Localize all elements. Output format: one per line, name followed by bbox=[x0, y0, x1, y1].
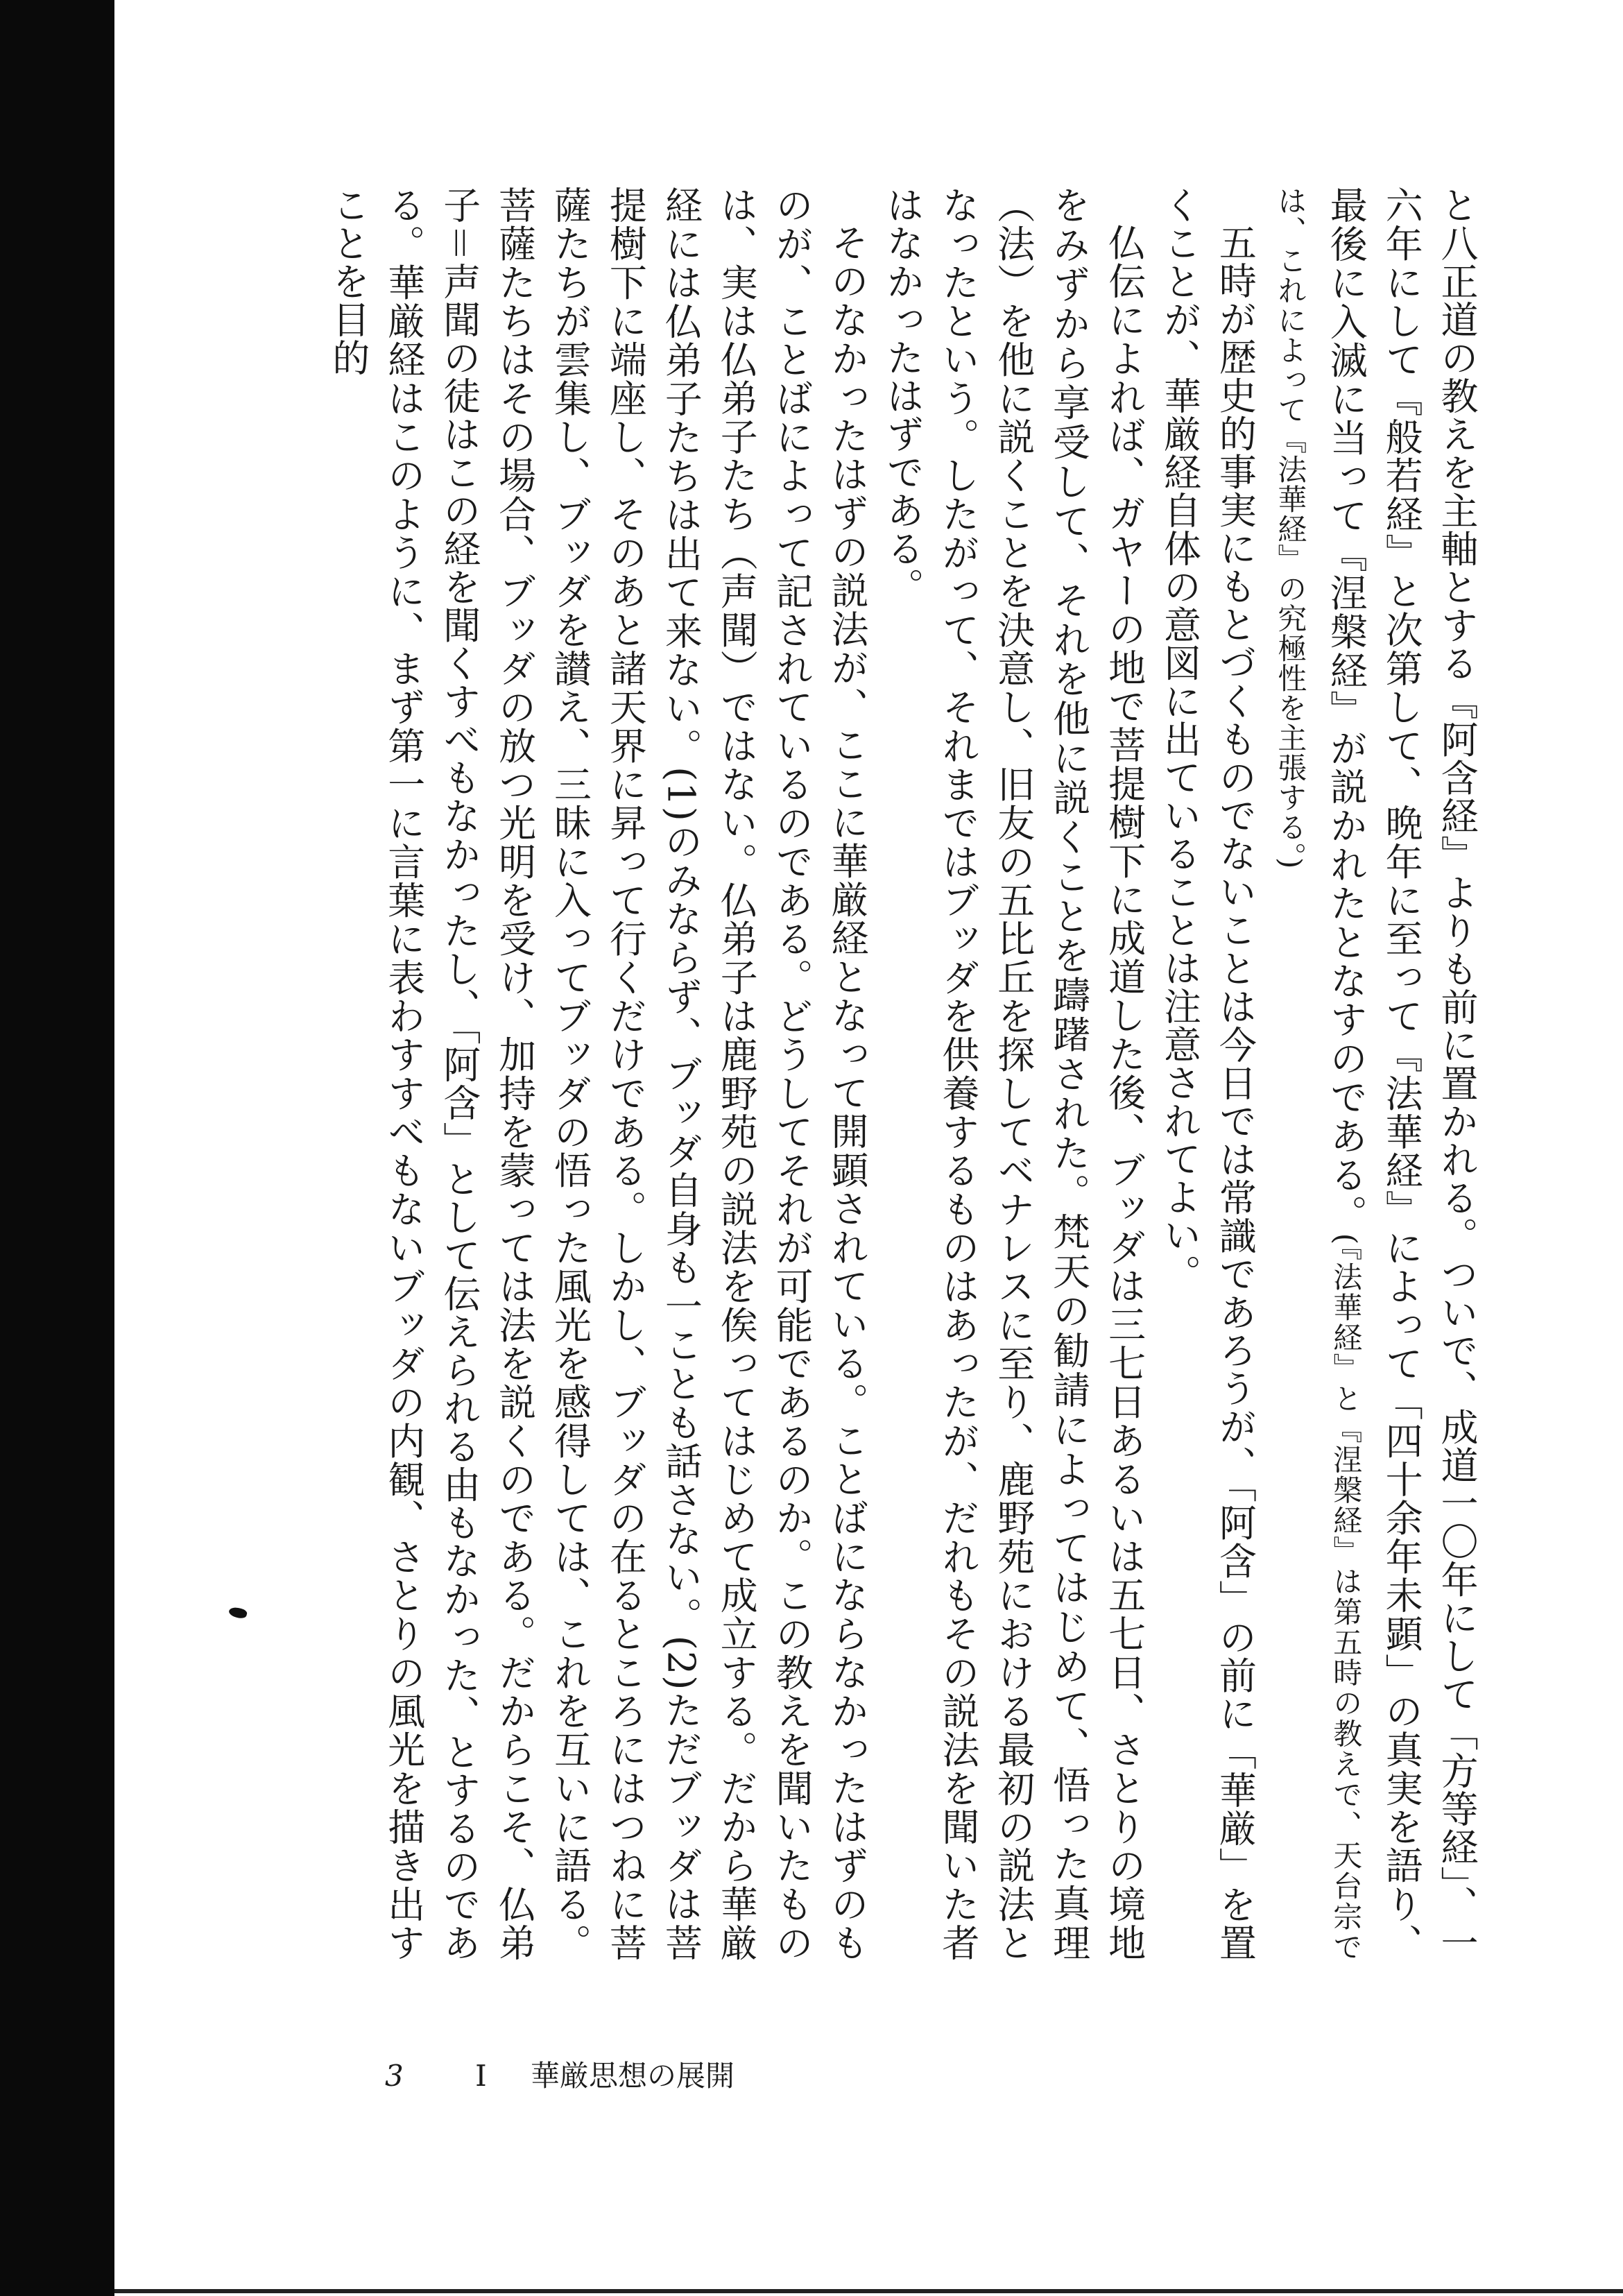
vertical-text-body bbox=[326, 186, 1484, 1962]
part-number: I bbox=[475, 2059, 487, 2093]
paragraph-1-text: と八正道の教えを主軸とする『阿含経』よりも前に置かれる。ついで、成道一〇年にして「方等経」、一六年にして『般若経』と次第して、晩年に至って『法華経』によって「四十余年未顕」の真実を語り、最後に入滅に当って『涅槃経』が説かれたとなすのである。 bbox=[1324, 186, 1479, 1962]
scan-speck bbox=[228, 1606, 248, 1620]
scan-edge-shadow bbox=[0, 0, 114, 2296]
paragraph-2: 五時が歴史的事実にもとづくものでないことは今日では常識であろうが、「阿含」の前に「華厳」を置くことが、華厳経自体の意図に出ていることは注意されてよい。 bbox=[1158, 186, 1257, 1962]
paragraph-3: 仏伝によれば、ガヤーの地で菩提樹下に成道した後、ブッダは三七日あるいは五七日、さとりの境地をみずから享受して、それを他に説くことを躊躇された。梵天の勧請によってはじめて、悟った真理（法）を他に説くことを決意し、旧友の五比丘を探してベナレスに至り、鹿野苑における最初の説法となったという。したがって、それまではブッダを供養するものはあったが、だれもその説法を聞いた者はなかったはずである。 bbox=[880, 186, 1147, 1962]
running-title: 華厳思想の展開 bbox=[531, 2059, 735, 2093]
paragraph-1-note: (『法華経』と『涅槃経』は第五時の教えで、天台宗では、これによって『法華経』の究極性を主張する。) bbox=[1273, 186, 1364, 1962]
paragraph-1 bbox=[1262, 186, 1484, 1962]
paragraph-4: そのなかったはずの説法が、ここに華厳経となって開顕されている。ことばにならなかったはずのものが、ことばによって記されているのである。どうしてそれが可能であるのか。この教えを聞いたものは、実は仏弟子たち（声聞）ではない。仏弟子は鹿野苑の説法を俟ってはじめて成立する。だから華厳経には仏弟子たちは出て来ない。(1)のみならず、ブッダ自身も一ことも話さない。(2)ただブッダは菩提樹下に端座し、そのあと諸天界に昇って行くだけである。しかし、ブッダの在るところにはつねに菩薩たちが雲集し、ブッダを讃え、三昧に入ってブッダの悟った風光を感得しては、これを互いに語る。菩薩たちはその場合、ブッダの放つ光明を受け、加持を蒙っては法を説くのである。だからこそ、仏弟子＝声聞の徒はこの経を聞くすべもなかったし、「阿含」として伝えられる由もなかった、とするのである。華厳経はこのように、まず第一に言葉に表わすすべもないブッダの内観、さとりの風光を描き出すことを目的 bbox=[326, 186, 870, 1962]
scan-bottom-edge bbox=[114, 2289, 1623, 2293]
page-footer bbox=[385, 2053, 735, 2095]
page-number: 3 bbox=[385, 2059, 404, 2093]
